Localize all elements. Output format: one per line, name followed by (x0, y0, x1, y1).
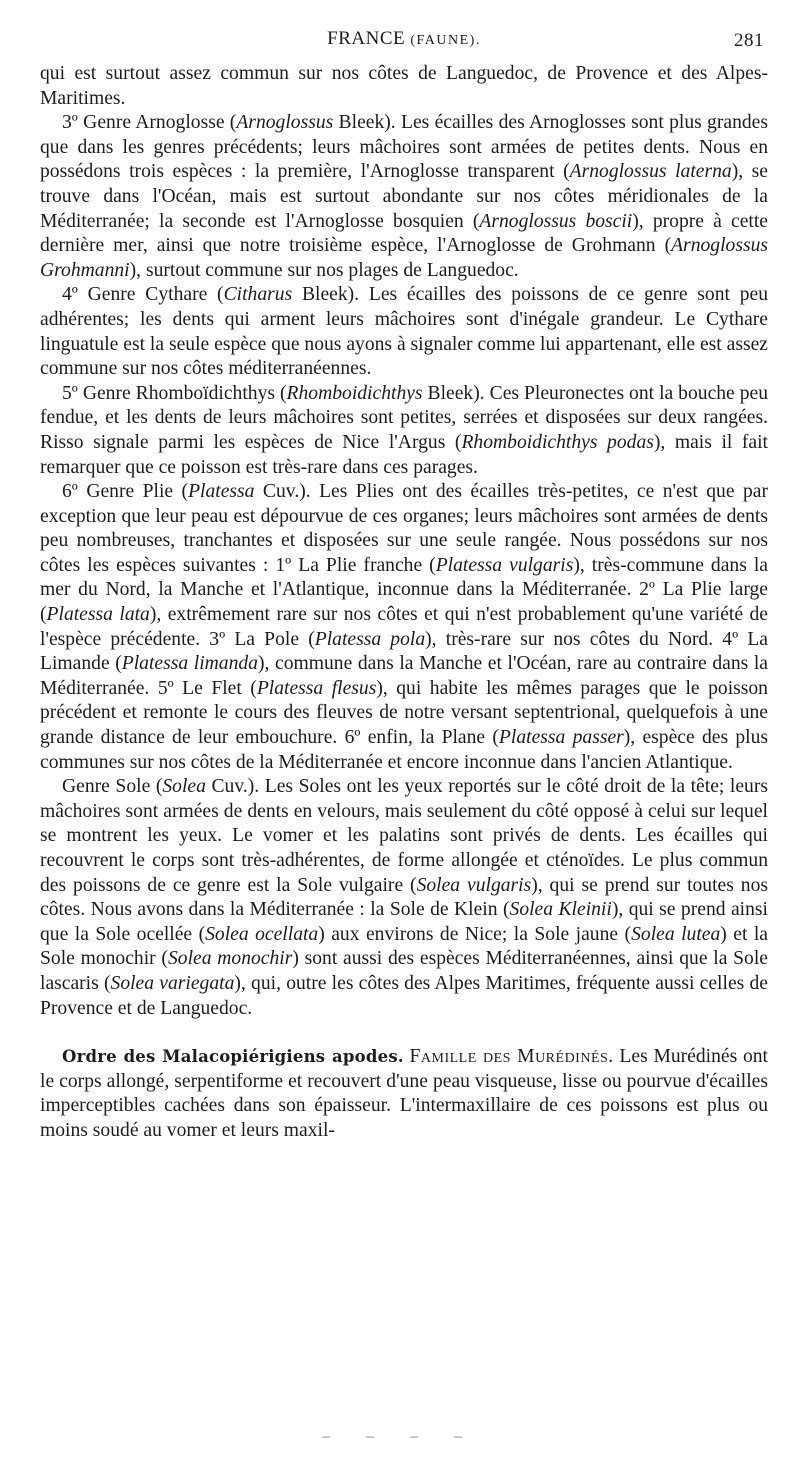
species-name: Arnoglossus Grohmanni (40, 235, 768, 281)
running-title-main: FRANCE (327, 28, 406, 49)
species-name: Rhomboidichthys (286, 382, 423, 404)
species-name: Arnoglossus laterna (569, 161, 732, 183)
species-name: Platessa (188, 481, 255, 503)
species-name: Arnoglossus (236, 112, 334, 134)
text-run: Genre Sole ( (62, 776, 163, 798)
order-text: Les Murédinés ont le corps allongé, serpentiforme et recouvert d'une peau visqueuse, lisse ou pourvue d'écailles imperceptibles cachées dans son épaisseur. L'intermaxillaire de ces poissons est plus ou moins soudé au vomer et leurs maxil- (40, 1046, 768, 1141)
species-name: Platessa lata (46, 604, 150, 626)
text-run: ) sont aussi des espèces Méditerranéennes, ainsi que la Sole lascaris ( (40, 948, 768, 994)
footer-marks: – – – – (322, 1428, 478, 1445)
text-run: Bleek). Ces Pleuronectes ont la bouche peu fendue, et les dents de leurs mâchoires sont petites, serrées et disposées sur deux rangées. Risso signale parmi les espèces de Nice l'Argus ( (40, 382, 769, 453)
running-header (40, 28, 768, 62)
species-name: Platessa flesus (256, 677, 377, 699)
paragraph (40, 480, 768, 775)
text-run: ), commune dans la Manche et l'Océan, rare au contraire dans la Méditerranée. 5º Le Flet ( (40, 653, 768, 699)
species-name: Platessa limanda (121, 653, 258, 675)
species-name: Citharus (223, 284, 293, 306)
species-name: Solea (162, 776, 206, 798)
species-name: Solea Kleinii (509, 899, 612, 921)
text-run: 5º Genre Rhomboïdichthys ( (62, 382, 287, 404)
order-heading: Ordre des Malacopiérigiens apodes. (62, 1047, 404, 1067)
text-run: ), qui habite les mêmes parages que le poisson précédent et remonte le cours des fleuves de notre versant septentrional, quelquefois à une grande distance de leur embouchure. 6º enfin, la Plane ( (40, 677, 768, 749)
species-name: Solea ocellata (205, 923, 319, 945)
text-run: ), très-commune dans la mer du Nord, la Manche et l'Atlantique, inconnue dans la Méditerranée. 2º La Plie large ( (40, 554, 768, 626)
text-run: Cuv.). Les Soles ont les yeux reportés sur le côté droit de la tête; leurs mâchoires sont armées de dents en velours, mais seulement du côté opposé à celui sur lequel se montrent les yeux. Le vomer et les palatins sont privés de dents. Les écailles qui recouvrent le corps sont très-adhérentes, de forme allongée et cténoïdes. Le plus commun des poissons de ce genre est la Sole vulgaire ( (40, 776, 768, 896)
body-text (40, 62, 768, 1021)
text-run: qui est surtout assez commun sur nos côtes de Languedoc, de Provence et des Alpes-Maritimes. (40, 63, 768, 109)
order-paragraph (40, 1045, 768, 1143)
running-title (40, 28, 768, 50)
page-number: 281 (734, 30, 764, 51)
species-name: Solea lutea (631, 923, 721, 945)
famille-heading: Famille des Murédinés. (409, 1046, 614, 1068)
text-run: Bleek). Les écailles des poissons de ce genre sont peu adhérentes; les dents qui arment leurs mâchoires sont d'inégale grandeur. Le Cythare linguatule est la seule espèce que nous ayons à signaler comme lui appartenant, elle est assez commune sur nos côtes méditerranéennes. (40, 284, 769, 380)
section-separator (40, 1021, 768, 1045)
text-run: ) et la Sole monochir ( (40, 923, 768, 970)
text-run: ), qui se prend sur toutes nos côtes. Nous avons dans la Méditerranée : la Sole de Klein ( (40, 874, 768, 921)
species-name: Rhomboidichthys podas (461, 431, 654, 453)
text-run: ), très-rare sur nos côtes du Nord. 4º La Limande ( (40, 628, 769, 675)
paragraph (40, 283, 768, 381)
paragraph (40, 775, 768, 1021)
running-title-sub: (FAUNE). (410, 33, 481, 48)
text-run: ), se trouve dans l'Océan, mais est surtout abondante sur nos côtes méridionales de la Méditerranée; la seconde est l'Arnoglosse bosquien ( (40, 161, 768, 232)
text-run: Cuv.). Les Plies ont des écailles très-petites, ce n'est que par exception que leur peau est dépourvue de ces organes; leurs mâchoires sont armées de dents peu nombreuses, tranchantes et disposées sur une seule rangée. Nous possédons sur nos côtes les espèces suivantes : 1º La Plie franche ( (40, 481, 768, 576)
species-name: Platessa vulgaris (435, 554, 574, 576)
text-run: ), extrêmement rare sur nos côtes et qui n'est probablement qu'une variété de l'espèce précédente. 3º La Pole ( (40, 604, 768, 650)
text-run: 4º Genre Cythare ( (62, 284, 224, 306)
order-section (40, 1045, 768, 1143)
text-run: ), mais il fait remarquer que ce poisson est très-rare dans ces parages. (40, 431, 769, 478)
text-run: ), qui, outre les côtes des Alpes Maritimes, fréquente aussi celles de Provence et de Languedoc. (40, 972, 768, 1019)
species-name: Solea monochir (167, 948, 293, 970)
text-run: ), surtout commune sur nos plages de Languedoc. (129, 259, 519, 281)
paragraph (40, 111, 768, 283)
text-run: Bleek). Les écailles des Arnoglosses sont plus grandes que dans les genres précédents; leurs mâchoires sont armées de petites dents. Nous en possédons trois espèces : la première, l'Arnoglosse transparent ( (40, 112, 768, 183)
paragraph (40, 382, 768, 480)
species-name: Platessa passer (498, 727, 624, 749)
species-name: Solea variegata (110, 972, 235, 994)
species-name: Platessa pola (314, 628, 426, 650)
text-run: 3º Genre Arnoglosse ( (62, 112, 237, 134)
species-name: Arnoglossus boscii (479, 210, 633, 232)
text-run: ), propre à cette dernière mer, ainsi que notre troisième espèce, l'Arnoglosse de Grohmann ( (40, 210, 768, 257)
text-run: 6º Genre Plie ( (62, 481, 189, 503)
species-name: Solea vulgaris (416, 874, 532, 896)
page (40, 28, 768, 1144)
paragraph (40, 62, 768, 111)
text-run: ) aux environs de Nice; la Sole jaune ( (318, 923, 632, 945)
text-run: ), qui se prend ainsi que la Sole ocellée ( (40, 899, 768, 945)
text-run: ), espèce des plus communes sur nos côtes de la Méditerranée et encore inconnue dans l'ancien Atlantique. (40, 727, 769, 773)
